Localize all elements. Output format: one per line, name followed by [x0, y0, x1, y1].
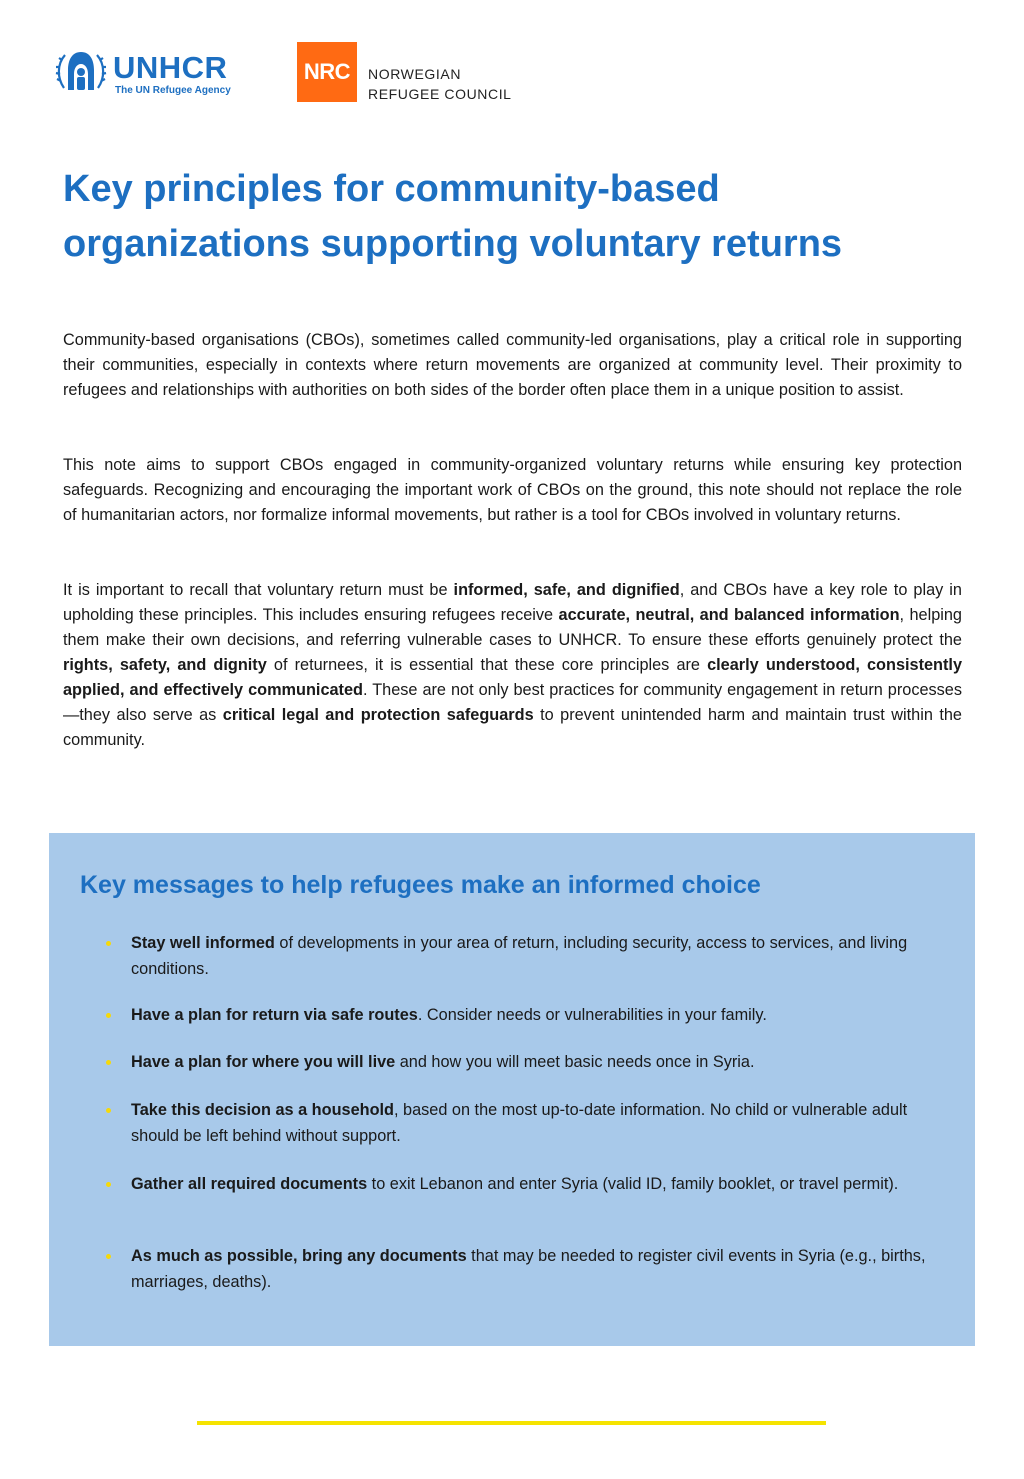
p3-text-3: , helping them make their own decisions, and referring vulnerable cases to UNHCR. To ensure these efforts genuinely protect the — [63, 606, 962, 649]
list-item-text: . Consider needs or vulnerabilities in your family. — [417, 1006, 767, 1024]
list-item-text: , based on the most up-to-date information. No child or vulnerable adult should be left behind without support. — [131, 1101, 908, 1145]
nrc-name-line2: REFUGEE COUNCIL — [368, 86, 512, 102]
p3-text-1: It is important to recall that voluntary return must be — [63, 581, 454, 599]
bullet-icon — [106, 1013, 111, 1018]
nrc-logo: NRC — [297, 42, 357, 102]
p3-bold-5: critical legal and protection safeguards — [222, 706, 534, 724]
bullet-icon — [106, 1254, 111, 1259]
list-item-bold: Gather all required documents — [131, 1175, 368, 1193]
p3-bold-4: clearly understood, consistently applied, and effectively communicated — [63, 656, 962, 699]
list-item-bold: Take this decision as a household — [131, 1101, 394, 1119]
list-item — [131, 1003, 939, 1029]
nrc-name-line1: NORWEGIAN — [368, 66, 462, 82]
list-item-bold: Stay well informed — [131, 934, 275, 952]
list-item-text: to exit Lebanon and enter Syria (valid ID, family booklet, or travel permit). — [367, 1175, 899, 1193]
list-item — [131, 1050, 939, 1076]
unhcr-wordmark: UNHCR — [113, 50, 228, 85]
p3-bold-2: accurate, neutral, and balanced information — [558, 606, 900, 624]
bullet-icon — [106, 941, 111, 946]
unhcr-emblem-icon — [55, 48, 107, 96]
intro-paragraph: Community-based organisations (CBOs), sometimes called community-led organisations, play a critical role in supporting their communities, especially in contexts where return movements are organized at community level. Their proximity to refugees and relationships with authorities on both sides of the border often place them in a unique position to assist. — [63, 331, 962, 399]
key-messages-heading: Key messages to help refugees make an informed choice — [80, 871, 761, 899]
p3-text-5: . These are not only best practices for community engagement in return processes—they also serve as — [63, 681, 962, 724]
list-item — [131, 1244, 939, 1295]
p3-bold-1: informed, safe, and dignified — [453, 581, 680, 599]
nrc-name — [368, 64, 512, 104]
list-item-bold: Have a plan for return via safe routes — [131, 1006, 418, 1024]
list-item-text: and how you will meet basic needs once in Syria. — [395, 1053, 755, 1071]
purpose-paragraph: This note aims to support CBOs engaged in community-organized voluntary returns while ensuring key protection safeguards. Recognizing and encouraging the important work of CBOs on the ground, this note should not replace the role of humanitarian actors, nor formalize informal movements, but rather is a tool for CBOs involved in voluntary returns. — [63, 456, 962, 524]
unhcr-logo — [55, 48, 255, 98]
list-item — [131, 1172, 939, 1198]
page-title-line1: Key principles for community-based — [63, 168, 720, 210]
unhcr-tagline: The UN Refugee Agency — [115, 85, 231, 96]
list-item-text: that may be needed to register civil events in Syria (e.g., births, marriages, deaths). — [131, 1247, 926, 1291]
page-title — [63, 162, 963, 272]
list-item-bold: Have a plan for where you will live — [131, 1053, 396, 1071]
list-item — [131, 931, 939, 982]
principles-paragraph — [63, 578, 962, 753]
p3-text-6: to prevent unintended harm and maintain trust within the community. — [63, 706, 962, 749]
p3-bold-3: rights, safety, and dignity — [63, 656, 267, 674]
list-item — [131, 1098, 939, 1149]
bullet-icon — [106, 1060, 111, 1065]
bullet-icon — [106, 1108, 111, 1113]
header-logos — [55, 40, 615, 104]
key-messages-box — [49, 833, 975, 1346]
list-item-text: of developments in your area of return, including security, access to services, and living conditions. — [131, 934, 908, 978]
p3-text-2: , and CBOs have a key role to play in upholding these principles. This includes ensuring refugees receive — [63, 581, 962, 624]
list-item-bold: As much as possible, bring any documents — [131, 1247, 467, 1265]
footer-divider — [197, 1421, 826, 1425]
bullet-icon — [106, 1182, 111, 1187]
p3-text-4: of returnees, it is essential that these core principles are — [266, 656, 708, 674]
page-title-line2: organizations supporting voluntary returns — [63, 223, 843, 265]
